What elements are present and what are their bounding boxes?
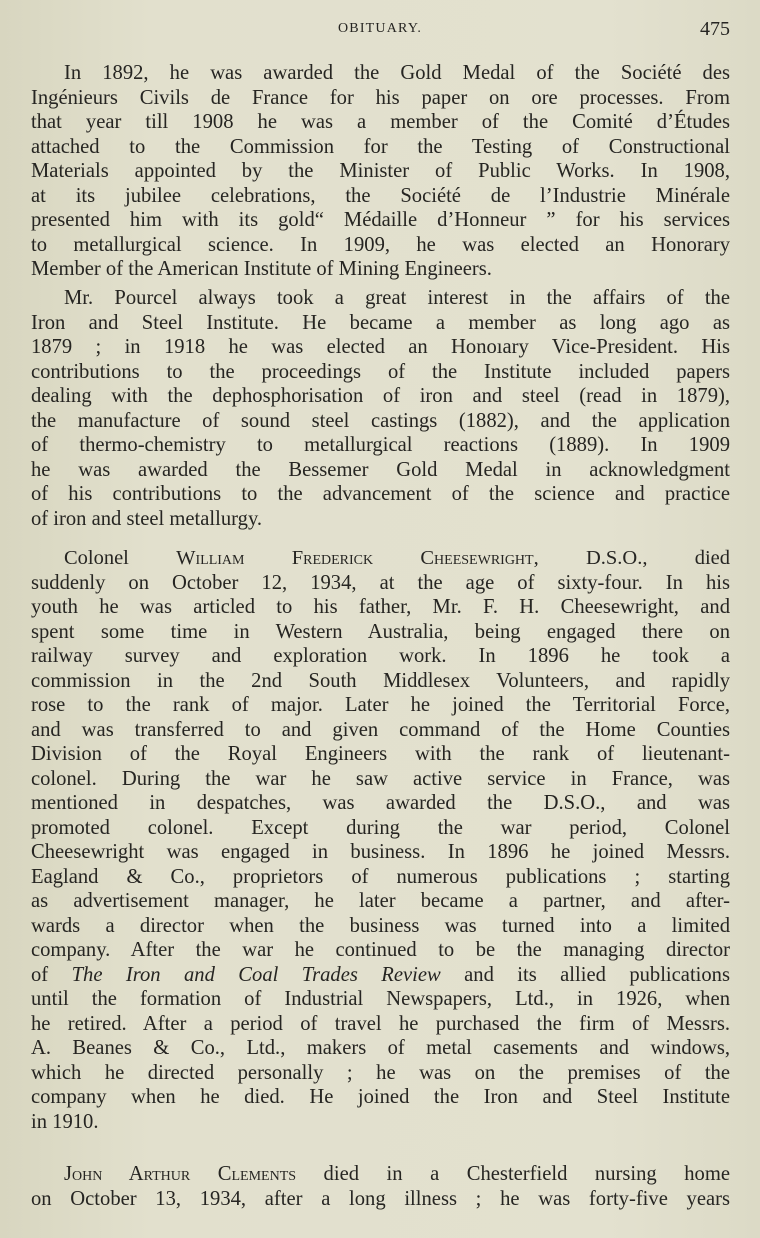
publication-title: The Iron and Coal Trades Review (71, 963, 441, 986)
text-line: attached to the Commission for the Testing of Constructional (31, 135, 730, 158)
text-line: to metallurgical science. In 1909, he was elected an Honorary (31, 233, 730, 256)
line-prefix: Colonel (64, 547, 177, 569)
text-line: railway survey and exploration work. In 1896 he took a (31, 645, 730, 667)
text-line: Iron and Steel Institute. He became a member as long ago as (31, 311, 730, 334)
text-line: Materials appointed by the Minister of Public Works. In 1908, (31, 160, 730, 182)
text-line: that year till 1908 he was a member of the Comité d’Études (31, 111, 730, 133)
text-line: In 1892, he was awarded the Gold Medal of the Société des (64, 62, 730, 84)
paragraph-gold-medal (31, 61, 730, 282)
text-line: he was awarded the Bessemer Gold Medal in acknowledgment (31, 458, 730, 481)
text-line: spent some time in Western Australia, being engaged there on (31, 620, 730, 643)
obituary-clements (31, 1162, 730, 1211)
text-line: mentioned in despatches, was awarded the D.S.O., and was (31, 792, 730, 814)
text-line: Ingénieurs Civils de France for his paper on ore processes. From (31, 86, 730, 109)
text-line: which he directed personally ; he was on the premises of the (31, 1061, 730, 1084)
deceased-name: John Arthur Clements (64, 1163, 297, 1185)
text-line: of his contributions to the advancement of the science and practice (31, 483, 730, 505)
text-line: commission in the 2nd South Middlesex Volunteers, and rapidly (31, 669, 730, 692)
text-line: suddenly on October 12, 1934, at the age of sixty-four. In his (31, 571, 730, 594)
text-line: the manufacture of sound steel castings (1882), and the application (31, 409, 730, 432)
text-line: Eagland & Co., proprietors of numerous publications ; starting (31, 865, 730, 888)
text-line: wards a director when the business was turned into a limited (31, 914, 730, 937)
text-line: dealing with the dephosphorisation of iron and steel (read in 1879), (31, 385, 730, 407)
text-line: as advertisement manager, he later became a partner, and after- (31, 890, 730, 912)
text-line: presented him with its gold“ Médaille d’Honneur ” for his services (31, 209, 730, 231)
text-line: until the formation of Industrial Newspapers, Ltd., in 1926, when (31, 988, 730, 1010)
text-line: Division of the Royal Engineers with the rank of lieutenant- (31, 743, 730, 765)
page-number: 475 (700, 18, 730, 40)
text-line (31, 1162, 730, 1187)
text-line: company when he died. He joined the Iron and Steel Institute (31, 1086, 730, 1108)
text-line: company. After the war he continued to be the managing director (31, 939, 730, 961)
obituary-cheesewright (31, 546, 730, 1134)
text-line: in 1910. (31, 1110, 99, 1133)
line-suffix: and its allied publications (440, 963, 730, 986)
text-line: Member of the American Institute of Mining Engineers. (31, 258, 492, 280)
text-line (31, 963, 730, 988)
text-line: contributions to the proceedings of the Institute included papers (31, 360, 730, 383)
line-suffix: , D.S.O., died (533, 547, 730, 569)
text-line: 1879 ; in 1918 he was elected an Honoıary Vice-President. His (31, 336, 730, 358)
running-head (0, 18, 760, 42)
line-suffix: died in a Chesterfield nursing home (296, 1163, 730, 1185)
text-line: Cheesewright was engaged in business. In 1896 he joined Messrs. (31, 841, 730, 863)
text-line: on October 13, 1934, after a long illness ; he was forty-five years (31, 1187, 730, 1210)
running-title: OBITUARY. (337, 21, 423, 36)
text-line: rose to the rank of major. Later he joined the Territorial Force, (31, 694, 730, 716)
text-line: he retired. After a period of travel he purchased the firm of Messrs. (31, 1012, 730, 1035)
text-line: of iron and steel metallurgy. (31, 507, 263, 530)
text-line: and was transferred to and given command of the Home Counties (31, 718, 730, 741)
deceased-name: William Frederick Cheesewright (176, 547, 534, 569)
text-line: A. Beanes & Co., Ltd., makers of metal casements and windows, (31, 1037, 730, 1059)
text-line: promoted colonel. Except during the war period, Colonel (31, 816, 730, 839)
text-line: Mr. Pourcel always took a great interest in the affairs of the (64, 287, 730, 309)
text-line: youth he was articled to his father, Mr. F. H. Cheesewright, and (31, 596, 730, 618)
paragraph-pourcel-institute (31, 286, 730, 531)
line-prefix: of (31, 963, 72, 986)
text-line: at its jubilee celebrations, the Société de l’Industrie Minérale (31, 184, 730, 207)
text-line: colonel. During the war he saw active service in France, was (31, 767, 730, 790)
text-line (31, 546, 730, 571)
text-line: of thermo-chemistry to metallurgical reactions (1889). In 1909 (31, 434, 730, 456)
